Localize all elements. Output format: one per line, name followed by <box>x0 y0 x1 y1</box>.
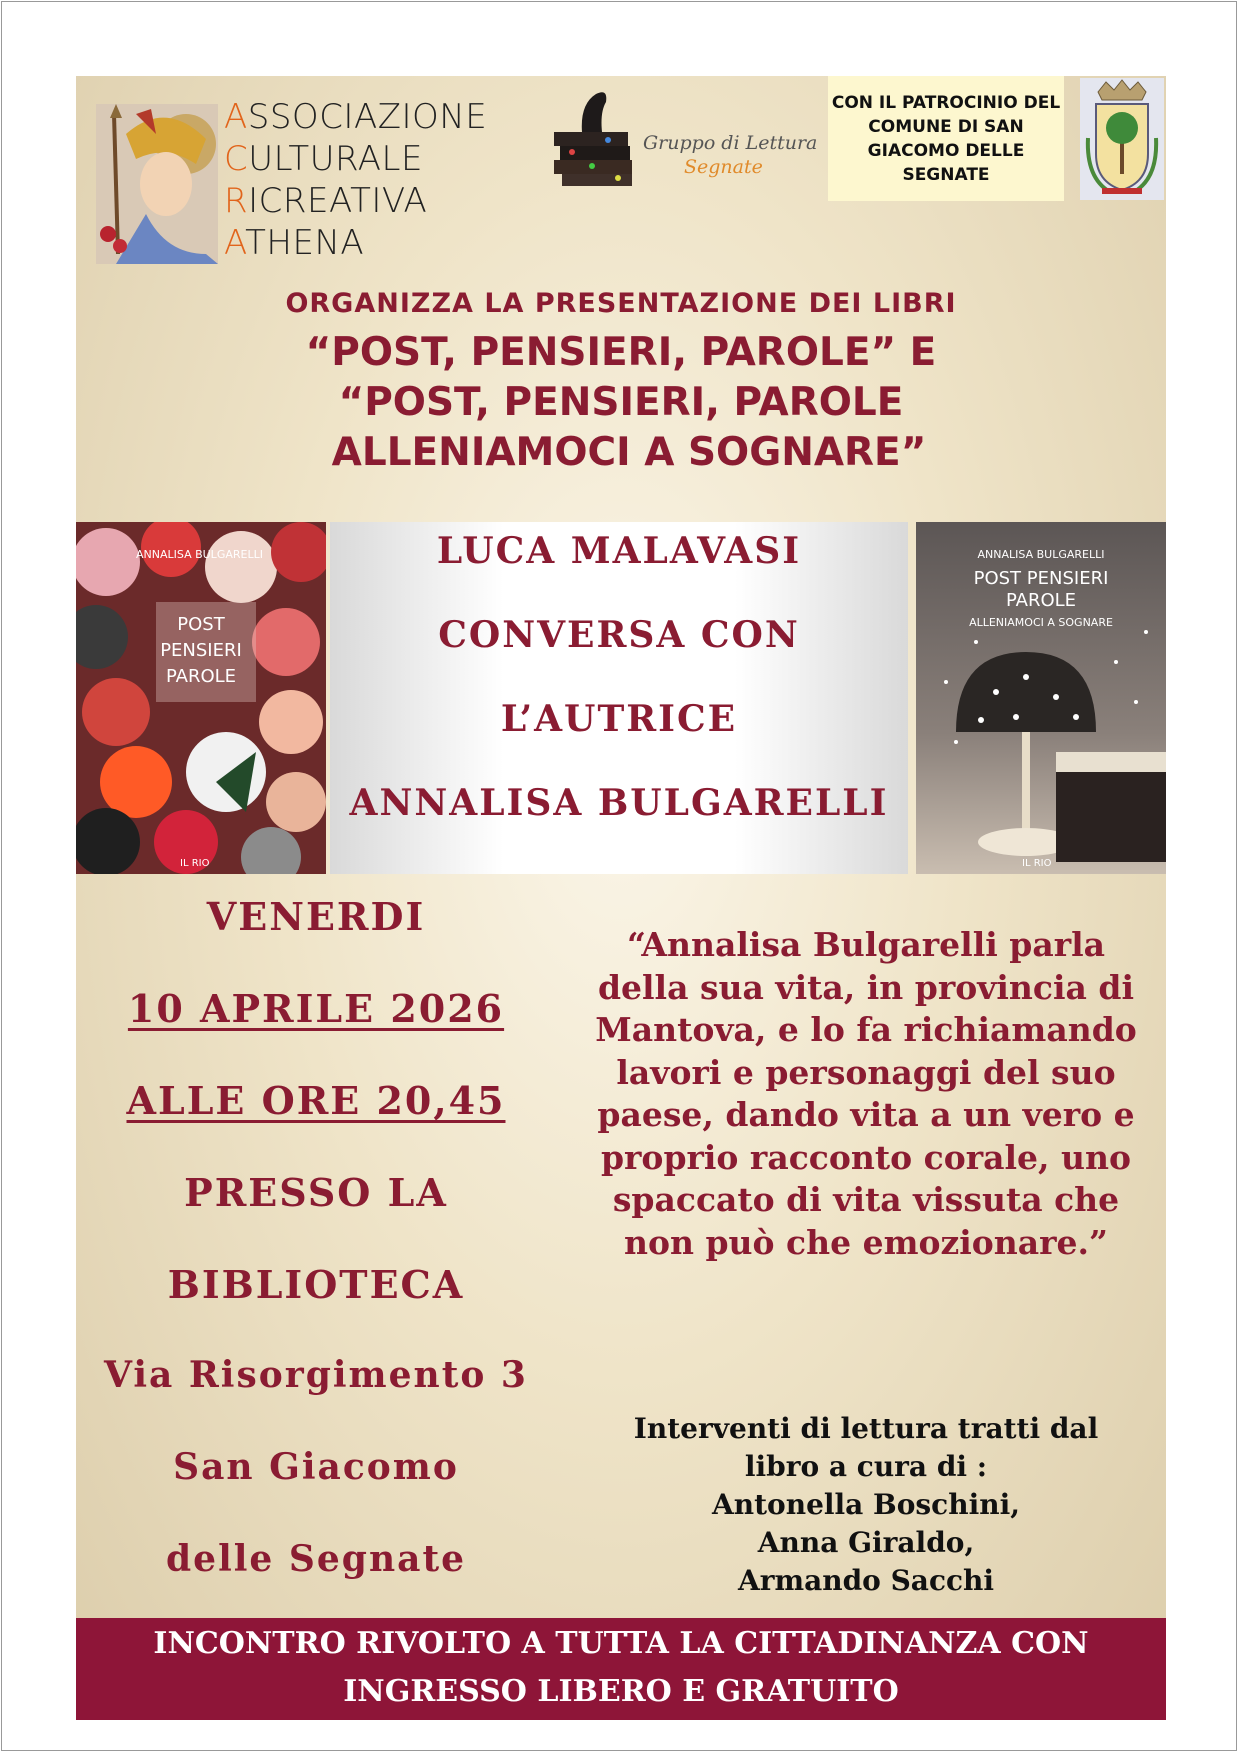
event-poster <box>76 76 1166 1720</box>
patronage-text: CON IL PATROCINIO DEL COMUNE DI SAN GIACOMO DELLE SEGNATE <box>831 92 1061 185</box>
conversation-line: ANNALISA BULGARELLI <box>349 782 889 824</box>
association-line: ASSOCIAZIONE <box>224 97 488 137</box>
book-cover-left <box>76 522 326 874</box>
event-town-line: San Giacomo <box>173 1446 459 1488</box>
reader-name: Armando Sacchi <box>737 1564 995 1597</box>
book-quote <box>566 924 1166 1264</box>
cover-title-line: PENSIERI <box>160 640 242 661</box>
quote-line: proprio racconto corale, uno <box>600 1137 1132 1177</box>
cover-title-line: POST PENSIERI <box>973 568 1109 589</box>
event-time: ALLE ORE 20,45 <box>126 1078 506 1123</box>
event-place-line: BIBLIOTECA <box>167 1262 465 1307</box>
book-cover-right <box>916 522 1166 874</box>
patronage-box <box>828 76 1064 201</box>
cover-publisher: IL RIO <box>180 858 210 869</box>
cover-title-line: POST <box>177 614 225 635</box>
book-title-line: ALLENIAMOCI A SOGNARE” <box>331 430 927 475</box>
reader-name: Anna Giraldo, <box>757 1526 975 1559</box>
cover-title-line: PAROLE <box>165 666 237 687</box>
conversation-line: CONVERSA CON <box>438 614 800 656</box>
book-title-line: “POST, PENSIERI, PAROLE <box>338 380 904 425</box>
readings-credits <box>566 1410 1166 1600</box>
book-title-line: “POST, PENSIERI, PAROLE” E <box>305 330 937 375</box>
event-town-line: delle Segnate <box>166 1538 466 1580</box>
quote-line: della sua vita, in provincia di <box>597 967 1135 1007</box>
readings-line: libro a cura di : <box>744 1450 988 1483</box>
quote-line: spaccato di vita vissuta che <box>612 1180 1120 1219</box>
event-address: Via Risorgimento 3 <box>104 1354 528 1396</box>
footer-banner <box>76 1618 1166 1720</box>
readings-line: Interventi di lettura tratti dal <box>633 1412 1099 1445</box>
event-date: 10 APRILE 2026 <box>127 986 505 1031</box>
association-name <box>224 96 487 264</box>
cover-author: ANNALISA BULGARELLI <box>136 548 263 561</box>
coat-of-arms-icon <box>1080 78 1164 200</box>
cover-subtitle: ALLENIAMOCI A SOGNARE <box>969 616 1113 629</box>
organizes-heading: ORGANIZZA LA PRESENTAZIONE DEI LIBRI <box>285 288 957 319</box>
cover-title-line: PAROLE <box>1005 590 1077 611</box>
conversation-line: LUCA MALAVASI <box>436 530 802 572</box>
quote-line: “Annalisa Bulgarelli parla <box>626 925 1106 964</box>
quote-line: paese, dando vita a un vero e <box>597 1095 1135 1134</box>
reading-group-name: Gruppo di Lettura <box>643 132 818 154</box>
association-line: ATHENA <box>224 223 365 263</box>
event-place-line: PRESSO LA <box>184 1170 448 1215</box>
event-day: VENERDI <box>206 894 426 939</box>
quote-line: Mantova, e lo fa richiamando <box>595 1010 1137 1049</box>
cover-publisher: IL RIO <box>1022 858 1052 869</box>
athena-logo-image <box>96 104 218 264</box>
footer-line: INGRESSO LIBERO E GRATUITO <box>343 1674 899 1709</box>
reader-name: Antonella Boschini, <box>712 1488 1020 1521</box>
conversation-band <box>330 522 908 874</box>
conversation-line: L’AUTRICE <box>500 698 738 740</box>
reading-group-place: Segnate <box>684 156 763 178</box>
association-line: CULTURALE <box>224 139 423 179</box>
cover-author: ANNALISA BULGARELLI <box>977 548 1105 561</box>
quote-line: non può che emozionare.” <box>623 1222 1109 1262</box>
association-line: RICREATIVA <box>224 181 428 221</box>
footer-line: INCONTRO RIVOLTO A TUTTA LA CITTADINANZA CON <box>153 1626 1089 1661</box>
quote-line: lavori e personaggi del suo <box>616 1052 1116 1092</box>
